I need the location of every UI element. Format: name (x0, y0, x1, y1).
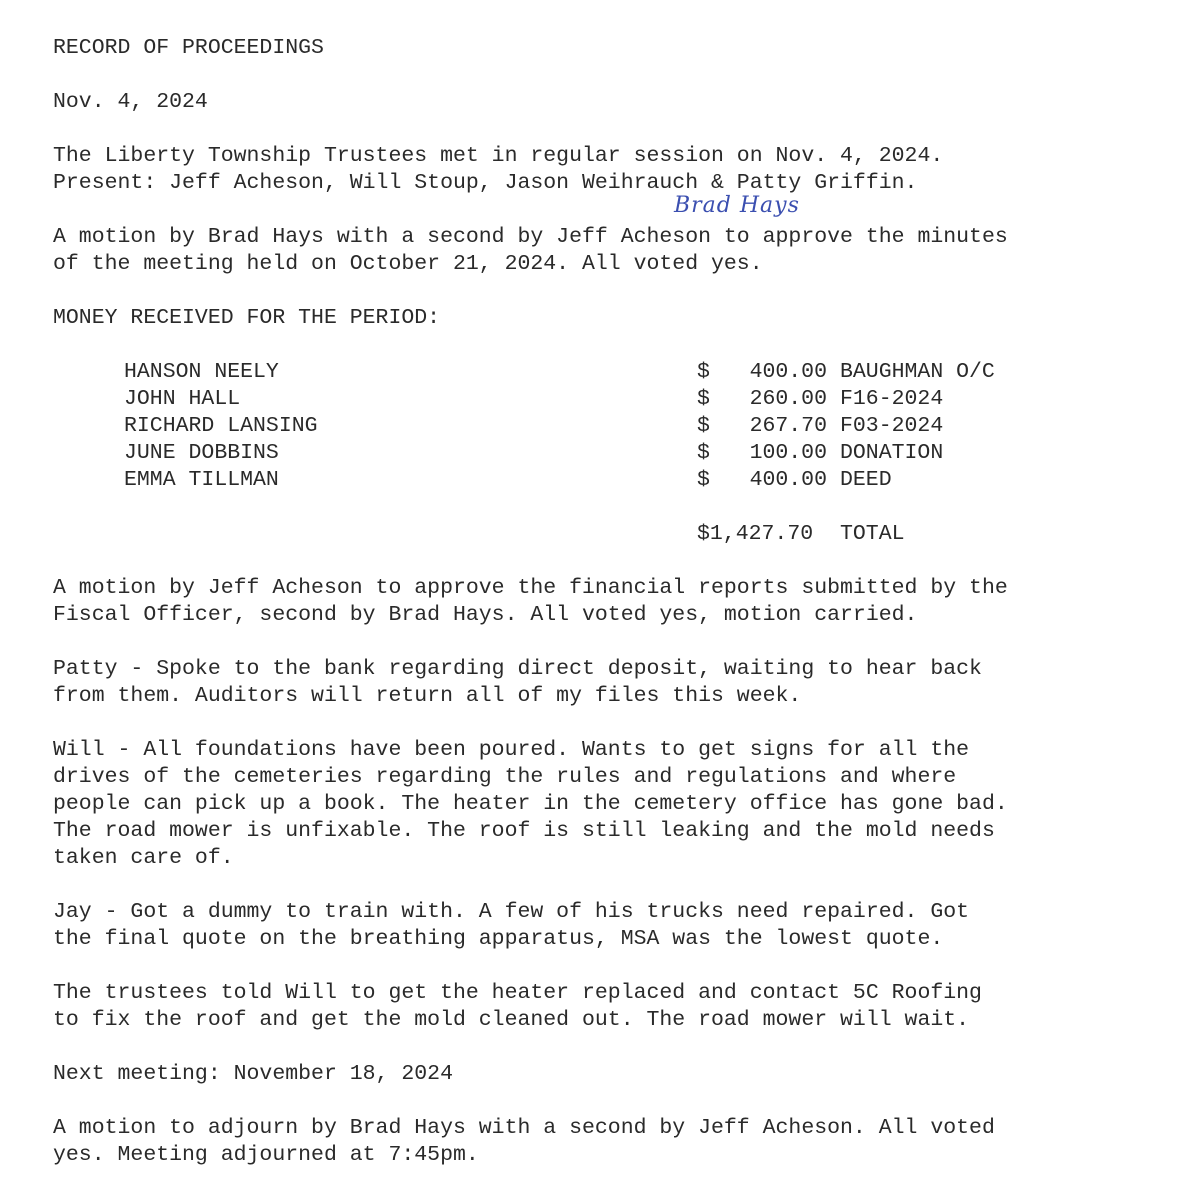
description: BAUGHMAN O/C (840, 360, 995, 384)
paragraph-line: Will - All foundations have been poured. Wants to get signs for all the (53, 738, 970, 762)
patty-report-paragraph (53, 656, 1163, 710)
paragraph-line: Patty - Spoke to the bank regarding direct deposit, waiting to hear back (53, 657, 982, 681)
currency-symbol: $ (697, 360, 710, 384)
payer-name: HANSON NEELY (124, 360, 279, 384)
total-amount: $1,427.70 (697, 522, 814, 546)
paragraph-line: yes. Meeting adjourned at 7:45pm. (53, 1143, 479, 1167)
paragraph-line: people can pick up a book. The heater in the cemetery office has gone bad. (53, 792, 1008, 816)
adjourn-motion-paragraph (53, 1115, 1163, 1169)
money-received-table (124, 359, 1163, 548)
minutes-motion-paragraph (53, 224, 1163, 278)
money-row (124, 413, 1163, 440)
meeting-date: Nov. 4, 2024 (53, 90, 208, 114)
money-row (124, 467, 1163, 494)
paragraph-line: to fix the roof and get the mold cleaned out. The road mower will wait. (53, 1008, 970, 1032)
currency-symbol: $ (697, 414, 710, 438)
amount: 400.00 (749, 468, 827, 492)
paragraph-line: drives of the cemeteries regarding the rules and regulations and where (53, 765, 957, 789)
payer-name: JOHN HALL (124, 387, 241, 411)
attendees-line: Present: Jeff Acheson, Will Stoup, Jason Weihrauch & Patty Griffin. (53, 171, 918, 195)
currency-symbol: $ (697, 441, 710, 465)
total-label: TOTAL (840, 522, 905, 546)
currency-symbol: $ (697, 387, 710, 411)
jay-report-paragraph (53, 899, 1163, 953)
handwritten-annotation: Brad Hays (674, 193, 800, 218)
money-total-row (124, 521, 1163, 548)
amount: 100.00 (749, 441, 827, 465)
paragraph-line: Jay - Got a dummy to train with. A few of his trucks need repaired. Got (53, 900, 970, 924)
paragraph-line: The road mower is unfixable. The roof is still leaking and the mold needs (53, 819, 995, 843)
currency-symbol: $ (697, 468, 710, 492)
paragraph-line: taken care of. (53, 846, 234, 870)
financial-motion-paragraph (53, 575, 1163, 629)
payer-name: EMMA TILLMAN (124, 468, 279, 492)
money-row (124, 386, 1163, 413)
amount: 400.00 (749, 360, 827, 384)
document-title: RECORD OF PROCEEDINGS (53, 36, 324, 60)
paragraph-line: A motion by Brad Hays with a second by Jeff Acheson to approve the minutes (53, 225, 1008, 249)
intro-line: The Liberty Township Trustees met in regular session on Nov. 4, 2024. (53, 144, 944, 168)
minutes-body (53, 35, 1163, 1169)
description: F03-2024 (840, 414, 944, 438)
paragraph-line: Fiscal Officer, second by Brad Hays. All voted yes, motion carried. (53, 603, 918, 627)
amount: 260.00 (749, 387, 827, 411)
paragraph-line: from them. Auditors will return all of my files this week. (53, 684, 802, 708)
paragraph-line: A motion by Jeff Acheson to approve the financial reports submitted by the (53, 576, 1008, 600)
description: DONATION (840, 441, 944, 465)
money-received-heading: MONEY RECEIVED FOR THE PERIOD: (53, 306, 441, 330)
money-row (124, 359, 1163, 386)
trustees-direction-paragraph (53, 980, 1163, 1034)
paragraph-line: A motion to adjourn by Brad Hays with a second by Jeff Acheson. All voted (53, 1116, 995, 1140)
paragraph-line: of the meeting held on October 21, 2024. All voted yes. (53, 252, 763, 276)
will-report-paragraph (53, 737, 1163, 872)
amount: 267.70 (749, 414, 827, 438)
description: F16-2024 (840, 387, 944, 411)
payer-name: JUNE DOBBINS (124, 441, 279, 465)
description: DEED (840, 468, 892, 492)
payer-name: RICHARD LANSING (124, 414, 318, 438)
next-meeting: Next meeting: November 18, 2024 (53, 1062, 453, 1086)
intro-paragraph (53, 143, 1163, 197)
money-row (124, 440, 1163, 467)
paragraph-line: the final quote on the breathing apparatus, MSA was the lowest quote. (53, 927, 944, 951)
paragraph-line: The trustees told Will to get the heater replaced and contact 5C Roofing (53, 981, 982, 1005)
